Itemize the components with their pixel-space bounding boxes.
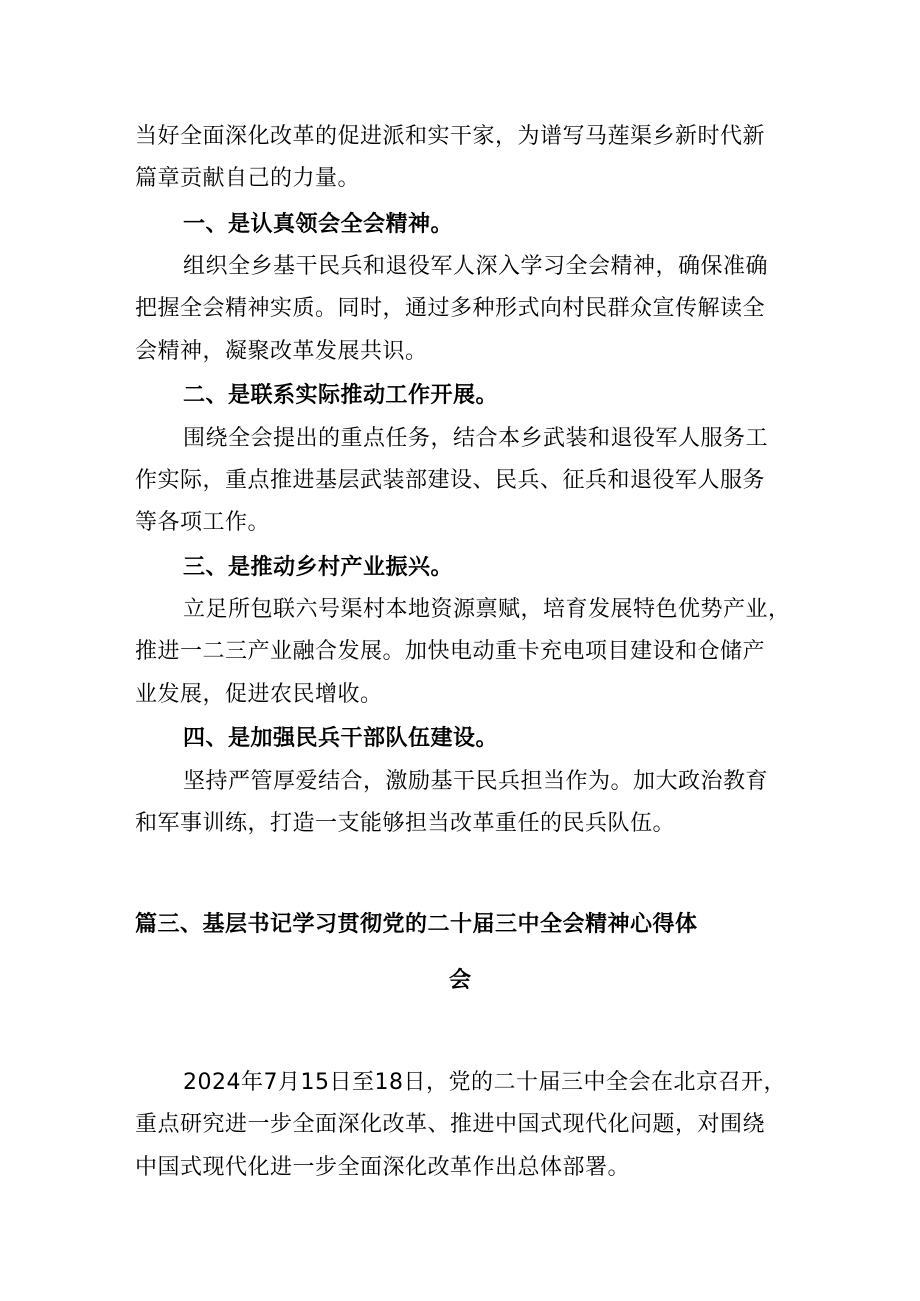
- part3-para-line-3: 中国式现代化进一步全面深化改革作出总体部署。: [135, 1155, 631, 1180]
- section-1-line-1: 组织全乡基干民兵和退役军人深入学习全会精神，确保准确: [183, 254, 769, 279]
- section-4-line-1: 坚持严管厚爱结合，激励基干民兵担当作为。加大政治教育: [183, 769, 769, 794]
- section-3-line-2: 推进一二三产业融合发展。加快电动重卡充电项目建设和仓储产: [135, 639, 766, 664]
- part3-title-line-1: 篇三、基层书记学习贯彻党的二十届三中全会精神心得体: [135, 912, 698, 937]
- section-3-line-3: 业发展，促进农民增收。: [135, 682, 383, 707]
- section-3-heading: 三、是推动乡村产业振兴。: [183, 555, 454, 580]
- part3-para-line-2: 重点研究进一步全面深化改革、推进中国式现代化问题，对围绕: [135, 1112, 766, 1137]
- section-2-heading: 二、是联系实际推动工作开展。: [183, 383, 499, 408]
- intro-line-1: 当好全面深化改革的促进派和实干家，为谱写马莲渠乡新时代新: [135, 124, 766, 149]
- section-2-line-3: 等各项工作。: [135, 510, 271, 535]
- section-4-line-2: 和军事训练，打造一支能够担当改革重任的民兵队伍。: [135, 811, 676, 836]
- intro-line-2: 篇章贡献自己的力量。: [135, 166, 361, 191]
- part3-para-line-1: 2024年7月15日至18日，党的二十届三中全会在北京召开，: [183, 1070, 786, 1095]
- section-1-heading: 一、是认真领会全会精神。: [183, 212, 454, 237]
- section-2-line-1: 围绕全会提出的重点任务，结合本乡武装和退役军人服务工: [183, 426, 769, 451]
- section-1-line-3: 会精神，凝聚改革发展共识。: [135, 339, 428, 364]
- section-4-heading: 四、是加强民兵干部队伍建设。: [183, 726, 499, 751]
- section-2-line-2: 作实际，重点推进基层武装部建设、民兵、征兵和退役军人服务: [135, 468, 766, 493]
- part3-title-line-2: 会: [449, 968, 472, 993]
- section-1-line-2: 把握全会精神实质。同时，通过多种形式向村民群众宣传解读全: [135, 296, 766, 321]
- section-3-line-1: 立足所包联六号渠村本地资源禀赋，培育发展特色优势产业，: [183, 597, 791, 622]
